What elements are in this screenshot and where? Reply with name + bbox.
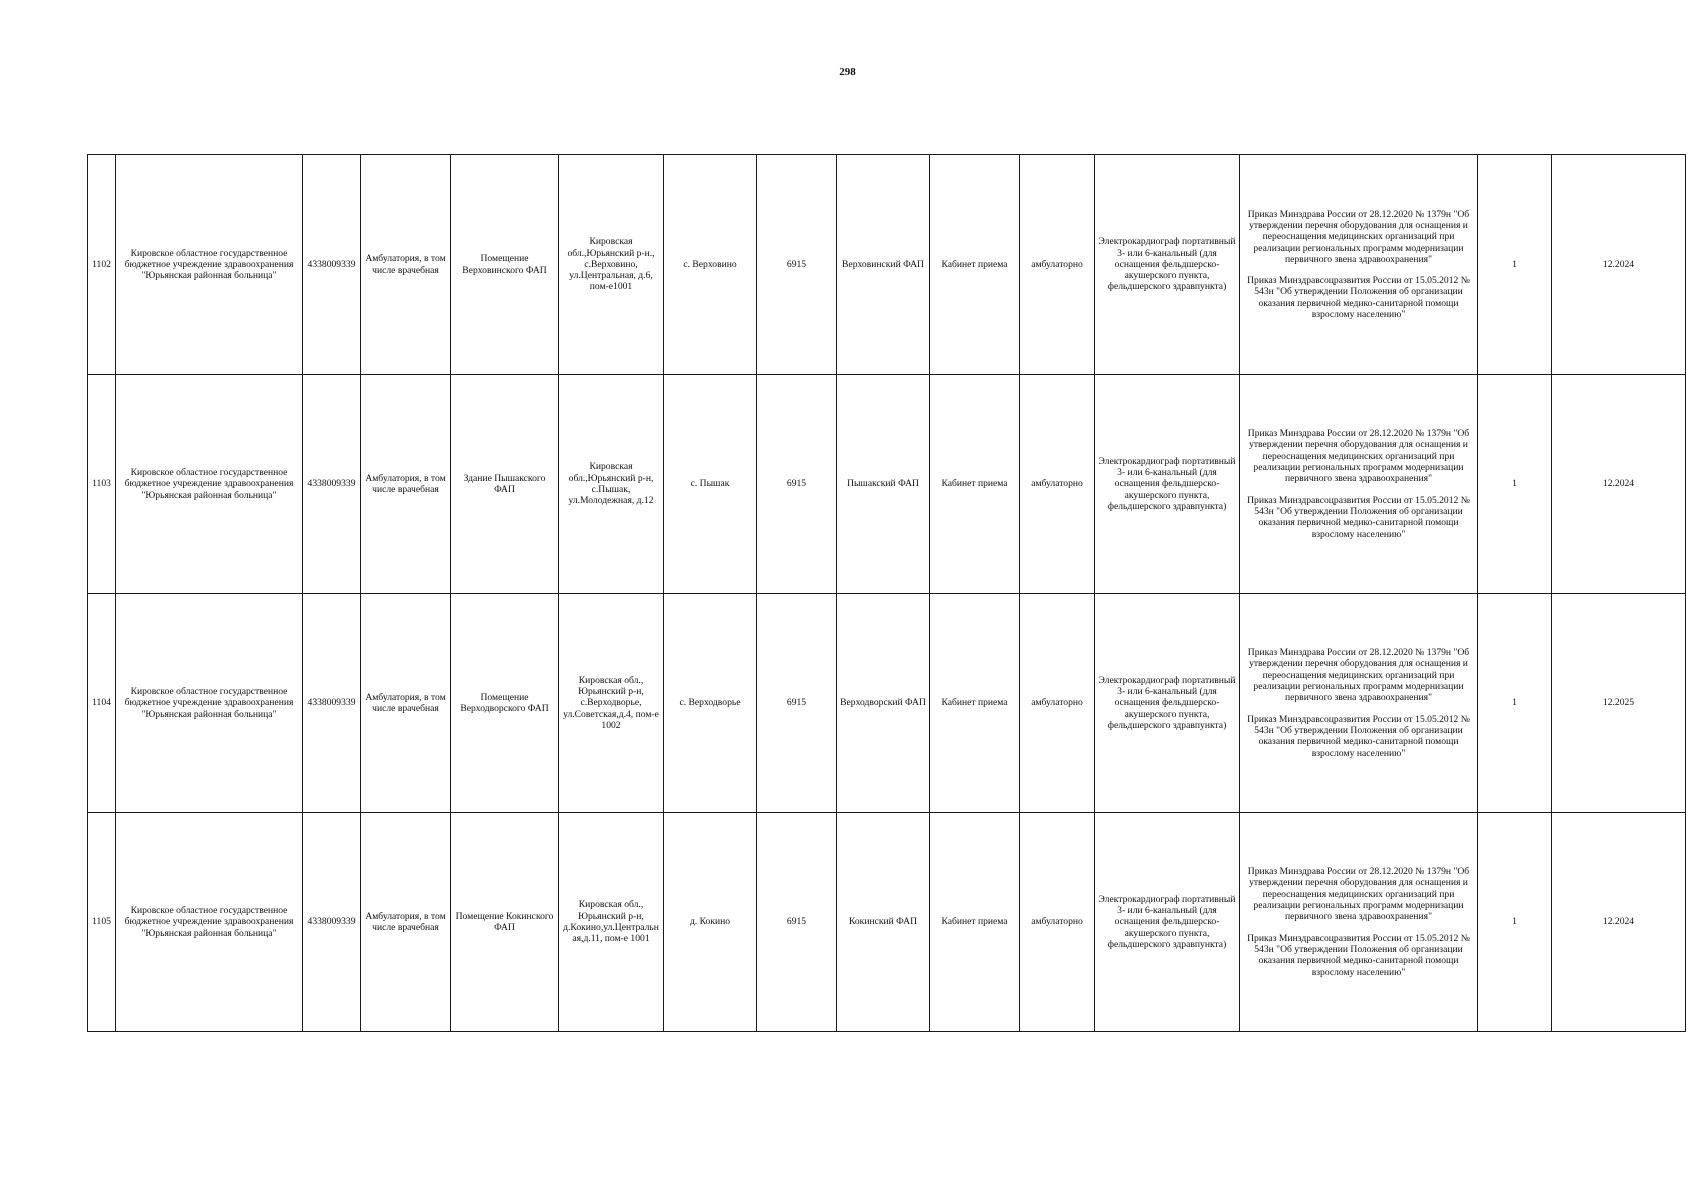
- inn: 4338009339: [303, 375, 361, 594]
- due-date: 12.2025: [1552, 594, 1686, 813]
- legal-basis-order-543n: Приказ Минздравсоцразвития России от 15.05.2012 № 543н "Об утверждении Положения об организации оказания первичной медико-санитарной помощи взрослому населению": [1247, 275, 1470, 321]
- locality: с. Пышак: [664, 375, 757, 594]
- row-number: 1102: [88, 155, 116, 375]
- facility-type: Амбулатория, в том числе врачебная: [361, 813, 451, 1032]
- unit-name: Кокинский ФАП: [837, 813, 930, 1032]
- locality: с. Верховино: [664, 155, 757, 375]
- equipment-registry-table: [87, 154, 1686, 1032]
- legal-basis-order-1379n: Приказ Минздрава России от 28.12.2020 № 1379н "Об утверждении перечня оборудования для оснащения и переоснащения медицинских организаций при реализации региональных программ модернизации первичного звена здравоохранения": [1247, 428, 1470, 485]
- address: Кировская обл., Юрьянский р-н, д.Кокино,ул.Центральная,д.11, пом-е 1001: [559, 813, 664, 1032]
- legal-basis: [1240, 594, 1478, 813]
- table-row: [88, 375, 1686, 594]
- due-date: 12.2024: [1552, 155, 1686, 375]
- code: 6915: [757, 155, 837, 375]
- address: Кировская обл.,Юрьянский р-н., с.Верховино, ул.Центральная, д.6, пом-е1001: [559, 155, 664, 375]
- code: 6915: [757, 594, 837, 813]
- due-date: 12.2024: [1552, 375, 1686, 594]
- legal-basis: [1240, 375, 1478, 594]
- page-number: 298: [839, 66, 856, 78]
- care-mode: амбулаторно: [1020, 375, 1095, 594]
- equipment-name: Электрокардиограф портативный 3- или 6-канальный (для оснащения фельдшерско-акушерского пункта, фельдшерского здравпункта): [1095, 375, 1240, 594]
- care-mode: амбулаторно: [1020, 155, 1095, 375]
- organization-name: Кировское областное государственное бюджетное учреждение здравоохранения "Юрьянская районная больница": [116, 375, 303, 594]
- table-row: [88, 813, 1686, 1032]
- equipment-name: Электрокардиограф портативный 3- или 6-канальный (для оснащения фельдшерско-акушерского пункта, фельдшерского здравпункта): [1095, 155, 1240, 375]
- quantity: 1: [1478, 375, 1552, 594]
- unit-name: Верходворский ФАП: [837, 594, 930, 813]
- unit-name: Пышакский ФАП: [837, 375, 930, 594]
- address: Кировская обл., Юрьянский р-н, с.Верходворье, ул.Советская,д.4, пом-е 1002: [559, 594, 664, 813]
- quantity: 1: [1478, 813, 1552, 1032]
- room-name: Кабинет приема: [930, 155, 1020, 375]
- equipment-name: Электрокардиограф портативный 3- или 6-канальный (для оснащения фельдшерско-акушерского пункта, фельдшерского здравпункта): [1095, 594, 1240, 813]
- legal-basis: [1240, 813, 1478, 1032]
- locality: с. Верходворье: [664, 594, 757, 813]
- address: Кировская обл.,Юрьянский р-н, с.Пышак, ул.Молодежная, д.12: [559, 375, 664, 594]
- care-mode: амбулаторно: [1020, 594, 1095, 813]
- code: 6915: [757, 813, 837, 1032]
- premises-name: Помещение Верховинского ФАП: [451, 155, 559, 375]
- inn: 4338009339: [303, 594, 361, 813]
- inn: 4338009339: [303, 813, 361, 1032]
- legal-basis-order-1379n: Приказ Минздрава России от 28.12.2020 № 1379н "Об утверждении перечня оборудования для оснащения и переоснащения медицинских организаций при реализации региональных программ модернизации первичного звена здравоохранения": [1247, 866, 1470, 923]
- legal-basis-order-543n: Приказ Минздравсоцразвития России от 15.05.2012 № 543н "Об утверждении Положения об организации оказания первичной медико-санитарной помощи взрослому населению": [1247, 713, 1470, 759]
- legal-basis-order-1379n: Приказ Минздрава России от 28.12.2020 № 1379н "Об утверждении перечня оборудования для оснащения и переоснащения медицинских организаций при реализации региональных программ модернизации первичного звена здравоохранения": [1247, 647, 1470, 704]
- unit-name: Верховинский ФАП: [837, 155, 930, 375]
- room-name: Кабинет приема: [930, 813, 1020, 1032]
- code: 6915: [757, 375, 837, 594]
- premises-name: Здание Пышакского ФАП: [451, 375, 559, 594]
- legal-basis: [1240, 155, 1478, 375]
- inn: 4338009339: [303, 155, 361, 375]
- legal-basis-order-543n: Приказ Минздравсоцразвития России от 15.05.2012 № 543н "Об утверждении Положения об организации оказания первичной медико-санитарной помощи взрослому населению": [1247, 494, 1470, 540]
- facility-type: Амбулатория, в том числе врачебная: [361, 594, 451, 813]
- due-date: 12.2024: [1552, 813, 1686, 1032]
- room-name: Кабинет приема: [930, 375, 1020, 594]
- quantity: 1: [1478, 155, 1552, 375]
- equipment-name: Электрокардиограф портативный 3- или 6-канальный (для оснащения фельдшерско-акушерского пункта, фельдшерского здравпункта): [1095, 813, 1240, 1032]
- premises-name: Помещение Кокинского ФАП: [451, 813, 559, 1032]
- table-row: [88, 155, 1686, 375]
- table-row: [88, 594, 1686, 813]
- row-number: 1104: [88, 594, 116, 813]
- facility-type: Амбулатория, в том числе врачебная: [361, 155, 451, 375]
- legal-basis-order-1379n: Приказ Минздрава России от 28.12.2020 № 1379н "Об утверждении перечня оборудования для оснащения и переоснащения медицинских организаций при реализации региональных программ модернизации первичного звена здравоохранения": [1247, 208, 1470, 265]
- locality: д. Кокино: [664, 813, 757, 1032]
- legal-basis-order-543n: Приказ Минздравсоцразвития России от 15.05.2012 № 543н "Об утверждении Положения об организации оказания первичной медико-санитарной помощи взрослому населению": [1247, 932, 1470, 978]
- facility-type: Амбулатория, в том числе врачебная: [361, 375, 451, 594]
- care-mode: амбулаторно: [1020, 813, 1095, 1032]
- row-number: 1103: [88, 375, 116, 594]
- row-number: 1105: [88, 813, 116, 1032]
- organization-name: Кировское областное государственное бюджетное учреждение здравоохранения "Юрьянская районная больница": [116, 594, 303, 813]
- organization-name: Кировское областное государственное бюджетное учреждение здравоохранения "Юрьянская районная больница": [116, 155, 303, 375]
- premises-name: Помещение Верходворского ФАП: [451, 594, 559, 813]
- organization-name: Кировское областное государственное бюджетное учреждение здравоохранения "Юрьянская районная больница": [116, 813, 303, 1032]
- room-name: Кабинет приема: [930, 594, 1020, 813]
- quantity: 1: [1478, 594, 1552, 813]
